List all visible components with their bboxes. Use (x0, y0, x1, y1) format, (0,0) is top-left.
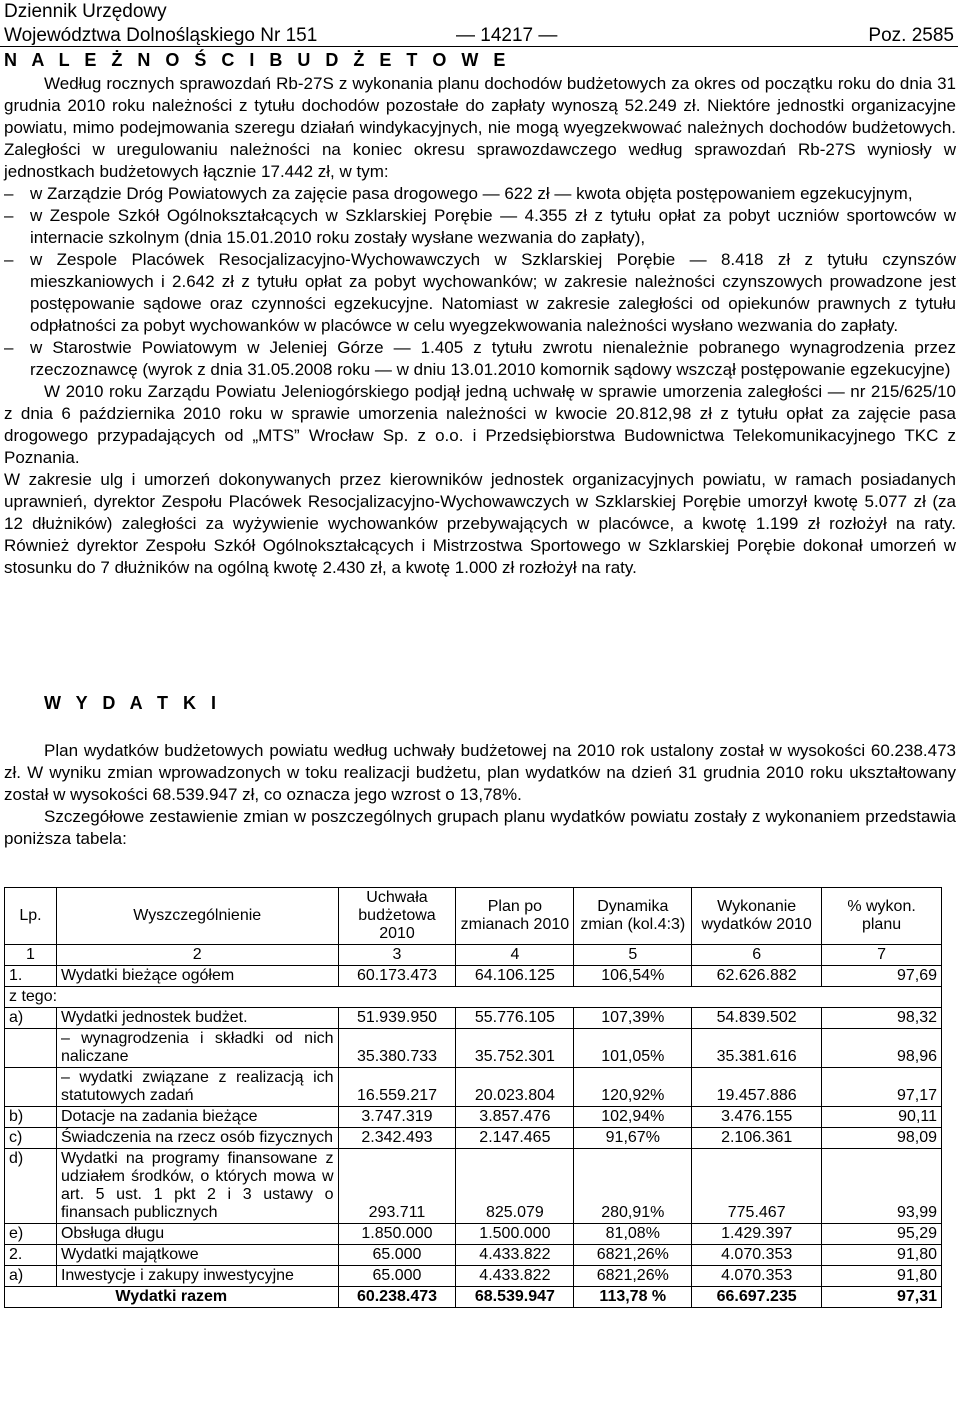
expenditures-paragraph-1: Plan wydatków budżetowych powiatu według uchwały budżetowej na 2010 rok ustalony został w wysokości 60.238.473 zł. W wyniku zmian wprowadzonych w toku realizacji budżetu, plan wydatków na dzień 31 grudnia 2010 roku ukształtowany został w wysokości 68.539.947 zł, co oznacza jego wzrost o 13,78%. (4, 741, 956, 804)
journal-title: Dziennik Urzędowy (4, 1, 167, 22)
col-header-plan: Plan po zmianach 2010 (456, 888, 574, 945)
receivables-paragraph-1: Według rocznych sprawozdań Rb-27S z wykonania planu dochodów budżetowych za okres od początku roku do dnia 31 grudnia 2010 roku należności z tytułu dochodów pozostałe do zapłaty wynoszą 52.249 zł. Niektóre jednostki organizacyjne powiatu, mimo podejmowania szeregu działań windykacyjnych, nie mogą wyegzekwować należnych dochodów budżetowych. Zaległości w uregulowaniu należności na koniec okresu sprawozdawczego według sprawozdań Rb-27S wyniosły w jednostkach budżetowych łącznie 17.442 zł, w tym: (4, 74, 956, 181)
row-plan: 55.776.105 (456, 1008, 574, 1029)
row-resolution: 35.380.733 (338, 1029, 456, 1068)
page-header (4, 0, 954, 48)
expenditures-title: W Y D A T K I (44, 693, 222, 713)
arrears-item: – w Starostwie Powiatowym w Jeleniej Górze — 1.405 z tytułu zwrotu nienależnie pobranego wynagrodzenia przez rzeczoznawcę (wyrok z dnia 31.05.2008 roku — w dniu 13.01.2010 komornik sądowy wszczął postępowanie egzekucyjne) (4, 337, 956, 381)
row-plan: 35.752.301 (456, 1029, 574, 1068)
arrears-item: – w Zespole Placówek Resocjalizacyjno-Wychowawczych w Szklarskiej Porębie — 8.418 zł z tytułu czynszów mieszkaniowych i 2.642 zł z tytułu opłat za pobyt wychowanków; w zakresie należności czynszowych prowadzone jest postępowanie sądowe oraz czynności egzekucyjne. Natomiast w zakresie zaległości od opiekunów prawnych z tytułu odpłatności za pobyt wychowanków w placówce w celu wyegzekwowania należności wysłano wezwania do zapłaty. (4, 249, 956, 337)
col-number: 6 (692, 945, 822, 966)
row-execution: 3.476.155 (692, 1107, 822, 1128)
row-name: Wydatki bieżące ogółem (56, 966, 338, 987)
expenditures-table (4, 887, 942, 1308)
row-plan: 4.433.822 (456, 1245, 574, 1266)
col-header-name: Wyszczególnienie (56, 888, 338, 945)
col-number: 3 (338, 945, 456, 966)
row-plan: 64.106.125 (456, 966, 574, 987)
table-header-row (5, 888, 942, 945)
row-percent: 91,80 (822, 1266, 942, 1287)
table-row (5, 1068, 942, 1107)
col-number: 5 (574, 945, 692, 966)
row-dynamics: 6821,26% (574, 1266, 692, 1287)
row-name: – wynagrodzenia i składki od nich naliczane (56, 1029, 338, 1068)
table-row (5, 1266, 942, 1287)
row-lp: a) (5, 1008, 57, 1029)
row-execution: 4.070.353 (692, 1266, 822, 1287)
col-header-percent: % wykon. planu (822, 888, 942, 945)
row-name: Wydatki jednostek budżet. (56, 1008, 338, 1029)
table-total-row (5, 1287, 942, 1308)
row-dynamics: 120,92% (574, 1068, 692, 1107)
row-lp: c) (5, 1128, 57, 1149)
row-name: Wydatki majątkowe (56, 1245, 338, 1266)
row-name: Świadczenia na rzecz osób fizycznych (56, 1128, 338, 1149)
row-name: Dotacje na zadania bieżące (56, 1107, 338, 1128)
row-plan: 20.023.804 (456, 1068, 574, 1107)
row-dynamics: 81,08% (574, 1224, 692, 1245)
row-percent: 97,69 (822, 966, 942, 987)
row-plan: 3.857.476 (456, 1107, 574, 1128)
row-resolution: 65.000 (338, 1245, 456, 1266)
table-number-row (5, 945, 942, 966)
row-percent: 95,29 (822, 1224, 942, 1245)
table-row (5, 1245, 942, 1266)
table-row (5, 1107, 942, 1128)
row-lp: 2. (5, 1245, 57, 1266)
arrears-list (4, 183, 956, 381)
row-execution: 2.106.361 (692, 1128, 822, 1149)
row-percent: 98,96 (822, 1029, 942, 1068)
row-dynamics: 107,39% (574, 1008, 692, 1029)
row-resolution: 60.173.473 (338, 966, 456, 987)
col-header-execution: Wykonanie wydatków 2010 (692, 888, 822, 945)
row-plan: 2.147.465 (456, 1128, 574, 1149)
table-row (5, 1224, 942, 1245)
row-resolution: 3.747.319 (338, 1107, 456, 1128)
row-execution: 35.381.616 (692, 1029, 822, 1068)
row-percent: 91,80 (822, 1245, 942, 1266)
header-line (4, 24, 954, 48)
row-execution: 62.626.882 (692, 966, 822, 987)
arrears-item: – w Zespole Szkół Ogólnokształcących w Szklarskiej Porębie — 4.355 zł z tytułu opłat za pobyt uczniów sportowców w internacie szkolnym (dnia 15.01.2010 roku zostały wysłane wezwania do zapłaty), (4, 205, 956, 249)
row-execution: 4.070.353 (692, 1245, 822, 1266)
header-rule (0, 46, 958, 47)
row-dynamics: 280,91% (574, 1149, 692, 1224)
row-plan: 1.500.000 (456, 1224, 574, 1245)
receivables-paragraph-2: W 2010 roku Zarządu Powiatu Jeleniogórskiego podjął jedną uchwałę w sprawie umorzenia zaległości — nr 215/625/10 z dnia 6 października 2010 roku w sprawie umorzenia należności w kwocie 20.812,98 zł z tytułu opłat za zajęcie pasa drogowego przypadających od „MTS” Wrocław Sp. z o.o. i Przedsiębiorstwa Budownictwa Telekomunikacyjnego TKC z Poznania. (4, 382, 956, 467)
col-header-resolution: Uchwała budżetowa 2010 (338, 888, 456, 945)
total-execution: 66.697.235 (692, 1287, 822, 1308)
row-dynamics: 106,54% (574, 966, 692, 987)
row-resolution: 1.850.000 (338, 1224, 456, 1245)
table-row (5, 987, 942, 1008)
total-resolution: 60.238.473 (338, 1287, 456, 1308)
row-resolution: 51.939.950 (338, 1008, 456, 1029)
row-name: – wydatki związane z realizacją ich statutowych zadań (56, 1068, 338, 1107)
row-lp: d) (5, 1149, 57, 1224)
row-lp: e) (5, 1224, 57, 1245)
row-name: Wydatki na programy finansowane z udziałem środków, o których mowa w art. 5 ust. 1 pkt 2 i 3 ustawy o finansach publicznych (56, 1149, 338, 1224)
row-lp: 1. (5, 966, 57, 987)
row-name: Inwestycje i zakupy inwestycyjne (56, 1266, 338, 1287)
table-row (5, 966, 942, 987)
col-number: 1 (5, 945, 57, 966)
receivables-paragraph-3: W zakresie ulg i umorzeń dokonywanych przez kierowników jednostek organizacyjnych powiatu, w ramach posiadanych uprawnień, dyrektor Zespołu Placówek Resocjalizacyjno-Wychowawczych w Szklarskiej Porębie umorzył kwotę 5.077 zł (za 12 dłużników) zaległości za wyżywienie wychowanków przebywających w placówce, a kwotę 1.199 zł rozłożył na raty. Również dyrektor Zespołu Szkół Ogólnokształcących i Mistrzostwa Sportowego w Szklarskiej Porębie dokonał umorzeń w stosunku do 7 dłużników na ogólną kwotę 2.430 zł, a kwotę 1.000 zł rozłożył na raty. (4, 470, 956, 577)
row-dynamics: 6821,26% (574, 1245, 692, 1266)
row-percent: 98,09 (822, 1128, 942, 1149)
receivables-title: N A L E Ż N O Ś C I B U D Ż E T O W E (4, 50, 511, 70)
row-percent: 97,17 (822, 1068, 942, 1107)
row-execution: 19.457.886 (692, 1068, 822, 1107)
row-dynamics: 101,05% (574, 1029, 692, 1068)
row-percent: 98,32 (822, 1008, 942, 1029)
row-lp (5, 1068, 57, 1107)
row-percent: 93,99 (822, 1149, 942, 1224)
row-dynamics: 102,94% (574, 1107, 692, 1128)
row-lp: a) (5, 1266, 57, 1287)
expenditures-body (4, 740, 956, 850)
page-number: — 14217 — (456, 25, 558, 46)
row-plan: 4.433.822 (456, 1266, 574, 1287)
row-execution: 1.429.397 (692, 1224, 822, 1245)
row-resolution: 65.000 (338, 1266, 456, 1287)
voivodeship-issue: Województwa Dolnośląskiego Nr 151 (4, 25, 318, 46)
arrears-item: – w Zarządzie Dróg Powiatowych za zajęcie pasa drogowego — 622 zł — kwota objęta postępowaniem egzekucyjnym, (4, 183, 956, 205)
row-execution: 54.839.502 (692, 1008, 822, 1029)
table-row (5, 1029, 942, 1068)
row-lp (5, 1029, 57, 1068)
expenditures-paragraph-2: Szczegółowe zestawienie zmian w poszczególnych grupach planu wydatków powiatu zostały z wykonaniem przedstawia poniższa tabela: (4, 807, 956, 848)
total-percent: 97,31 (822, 1287, 942, 1308)
col-number: 2 (56, 945, 338, 966)
table-body (5, 966, 942, 1308)
row-lp: b) (5, 1107, 57, 1128)
position-number: Poz. 2585 (868, 25, 954, 46)
row-dynamics: 91,67% (574, 1128, 692, 1149)
table-row (5, 1128, 942, 1149)
row-execution: 775.467 (692, 1149, 822, 1224)
total-label: Wydatki razem (5, 1287, 339, 1308)
receivables-body (4, 73, 956, 579)
row-plan: 825.079 (456, 1149, 574, 1224)
table-row (5, 1008, 942, 1029)
total-plan: 68.539.947 (456, 1287, 574, 1308)
row-resolution: 2.342.493 (338, 1128, 456, 1149)
row-lp: z tego: (5, 987, 942, 1008)
col-number: 4 (456, 945, 574, 966)
row-resolution: 16.559.217 (338, 1068, 456, 1107)
col-header-lp: Lp. (5, 888, 57, 945)
total-dynamics: 113,78 % (574, 1287, 692, 1308)
table-row (5, 1149, 942, 1224)
row-name: Obsługa długu (56, 1224, 338, 1245)
col-number: 7 (822, 945, 942, 966)
row-percent: 90,11 (822, 1107, 942, 1128)
row-resolution: 293.711 (338, 1149, 456, 1224)
col-header-dynamics: Dynamika zmian (kol.4:3) (574, 888, 692, 945)
